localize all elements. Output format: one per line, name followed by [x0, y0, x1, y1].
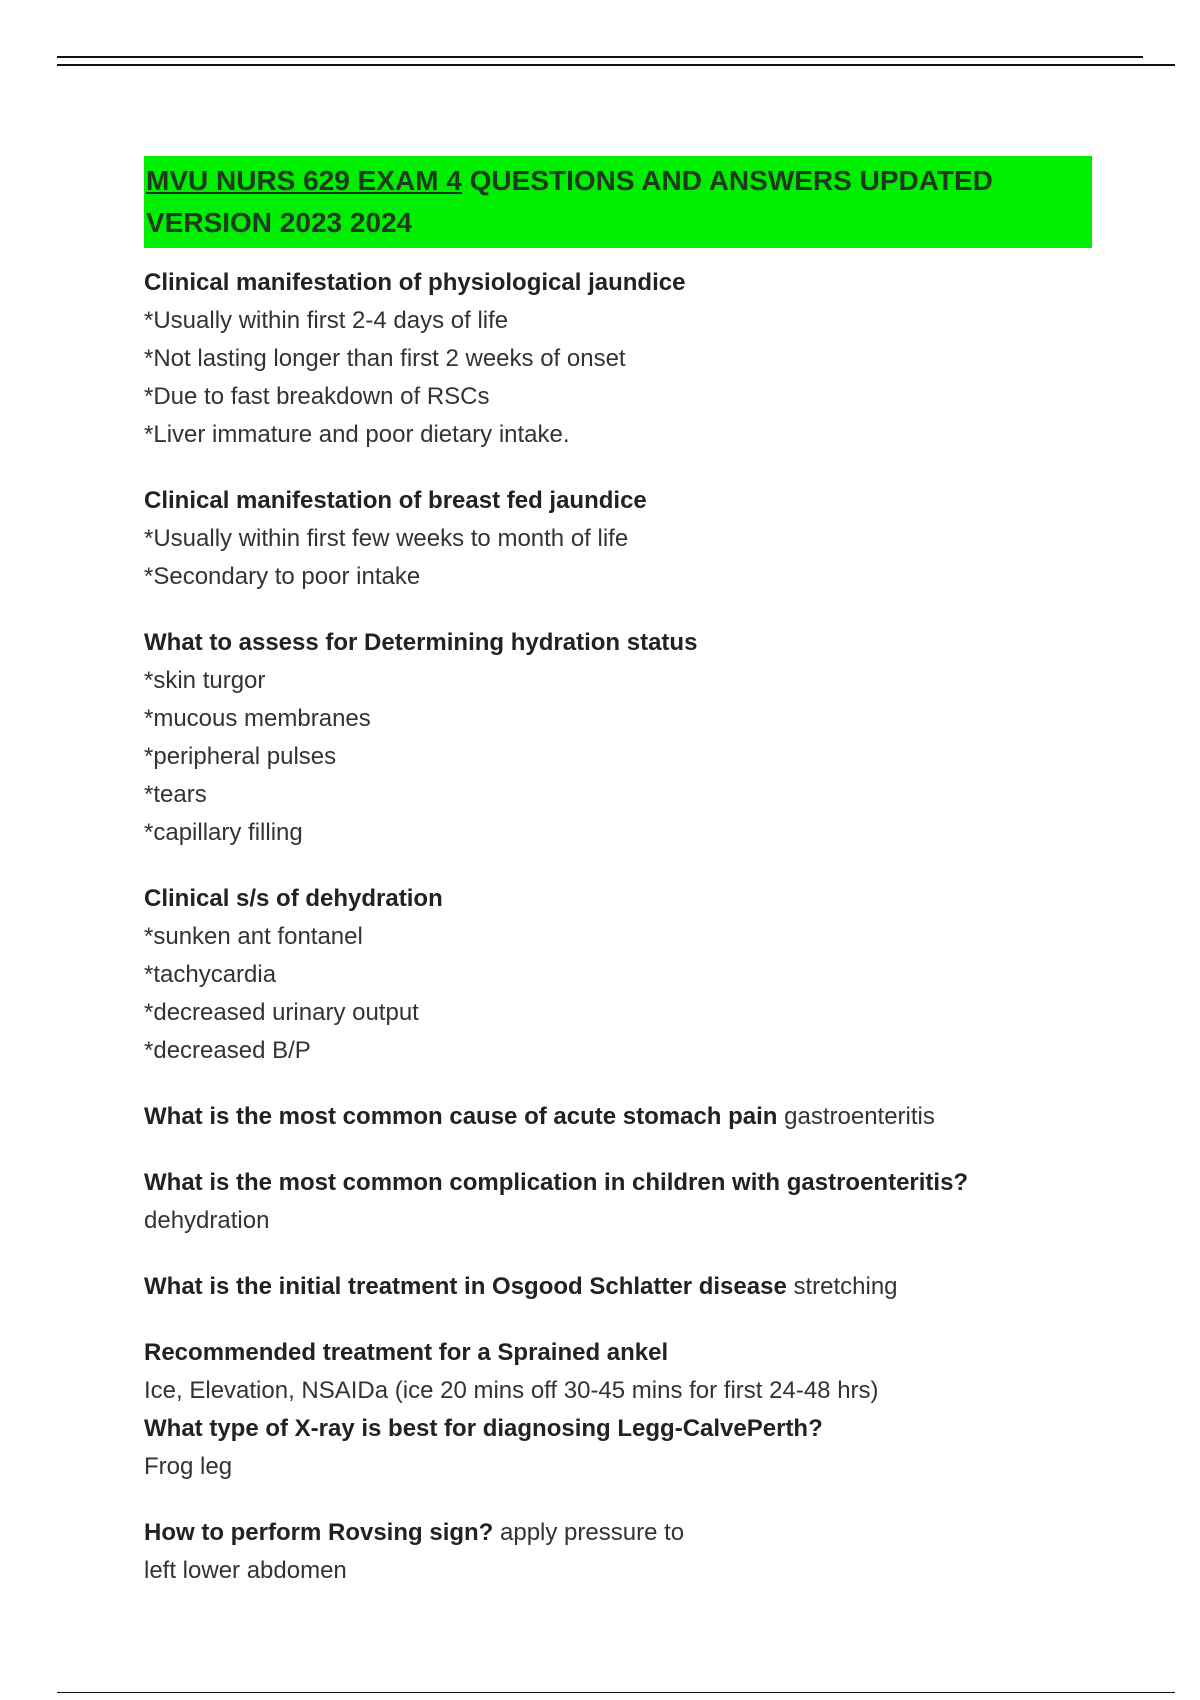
header-rule-bottom	[57, 64, 1175, 66]
qa-item	[144, 264, 1094, 454]
answer: *decreased urinary output	[144, 999, 419, 1026]
answer: stretching	[793, 1273, 898, 1300]
answer: *peripheral pulses	[144, 743, 337, 770]
qa-item	[144, 880, 1094, 1070]
question: What is the most common complication in children with gastroenteritis?	[144, 1169, 969, 1196]
answer: Frog leg	[144, 1453, 233, 1480]
qa-item	[144, 482, 1094, 596]
document-body	[144, 156, 1094, 1618]
question: Clinical s/s of dehydration	[144, 885, 443, 912]
question: What to assess for Determining hydration status	[144, 629, 698, 656]
answer: Ice, Elevation, NSAIDa (ice 20 mins off 30-45 mins for first 24-48 hrs)	[144, 1377, 879, 1404]
answer: *Liver immature and poor dietary intake.	[144, 421, 570, 448]
question: What is the initial treatment in Osgood Schlatter disease	[144, 1273, 787, 1300]
qa-item	[144, 1098, 1094, 1136]
title-line2: VERSION 2023 2024	[146, 207, 413, 238]
qa-item	[144, 1410, 1094, 1486]
answer: *tears	[144, 781, 207, 808]
answer: *Usually within first few weeks to month of life	[144, 525, 629, 552]
qa-item	[144, 1334, 1094, 1410]
footer-rule	[57, 1692, 1175, 1693]
qa-item	[144, 1514, 1094, 1590]
answer: *mucous membranes	[144, 705, 371, 732]
answer: *Secondary to poor intake	[144, 563, 421, 590]
question: What is the most common cause of acute stomach pain	[144, 1103, 778, 1130]
title-rest: QUESTIONS AND ANSWERS UPDATED	[461, 165, 993, 196]
answer: left lower abdomen	[144, 1557, 347, 1584]
question: What type of X-ray is best for diagnosing Legg-CalvePerth?	[144, 1415, 823, 1442]
question: How to perform Rovsing sign?	[144, 1519, 494, 1546]
document-title	[144, 156, 1092, 248]
answer: *Not lasting longer than first 2 weeks of onset	[144, 345, 626, 372]
answer: *capillary filling	[144, 819, 303, 846]
title-underlined: MVU NURS 629 EXAM 4	[146, 165, 462, 196]
answer: *decreased B/P	[144, 1037, 311, 1064]
qa-item	[144, 624, 1094, 852]
qa-item	[144, 1268, 1094, 1306]
answer: *sunken ant fontanel	[144, 923, 363, 950]
answer: apply pressure to	[500, 1519, 685, 1546]
answer: *skin turgor	[144, 667, 266, 694]
answer: dehydration	[144, 1207, 270, 1234]
answer: *Due to fast breakdown of RSCs	[144, 383, 490, 410]
answer: *Usually within first 2-4 days of life	[144, 307, 509, 334]
question: Clinical manifestation of breast fed jaundice	[144, 487, 647, 514]
qa-item	[144, 1164, 1094, 1240]
question: Clinical manifestation of physiological jaundice	[144, 269, 686, 296]
answer: gastroenteritis	[784, 1103, 935, 1130]
question: Recommended treatment for a Sprained ankel	[144, 1339, 669, 1366]
header-rule-top	[57, 56, 1143, 58]
answer: *tachycardia	[144, 961, 277, 988]
